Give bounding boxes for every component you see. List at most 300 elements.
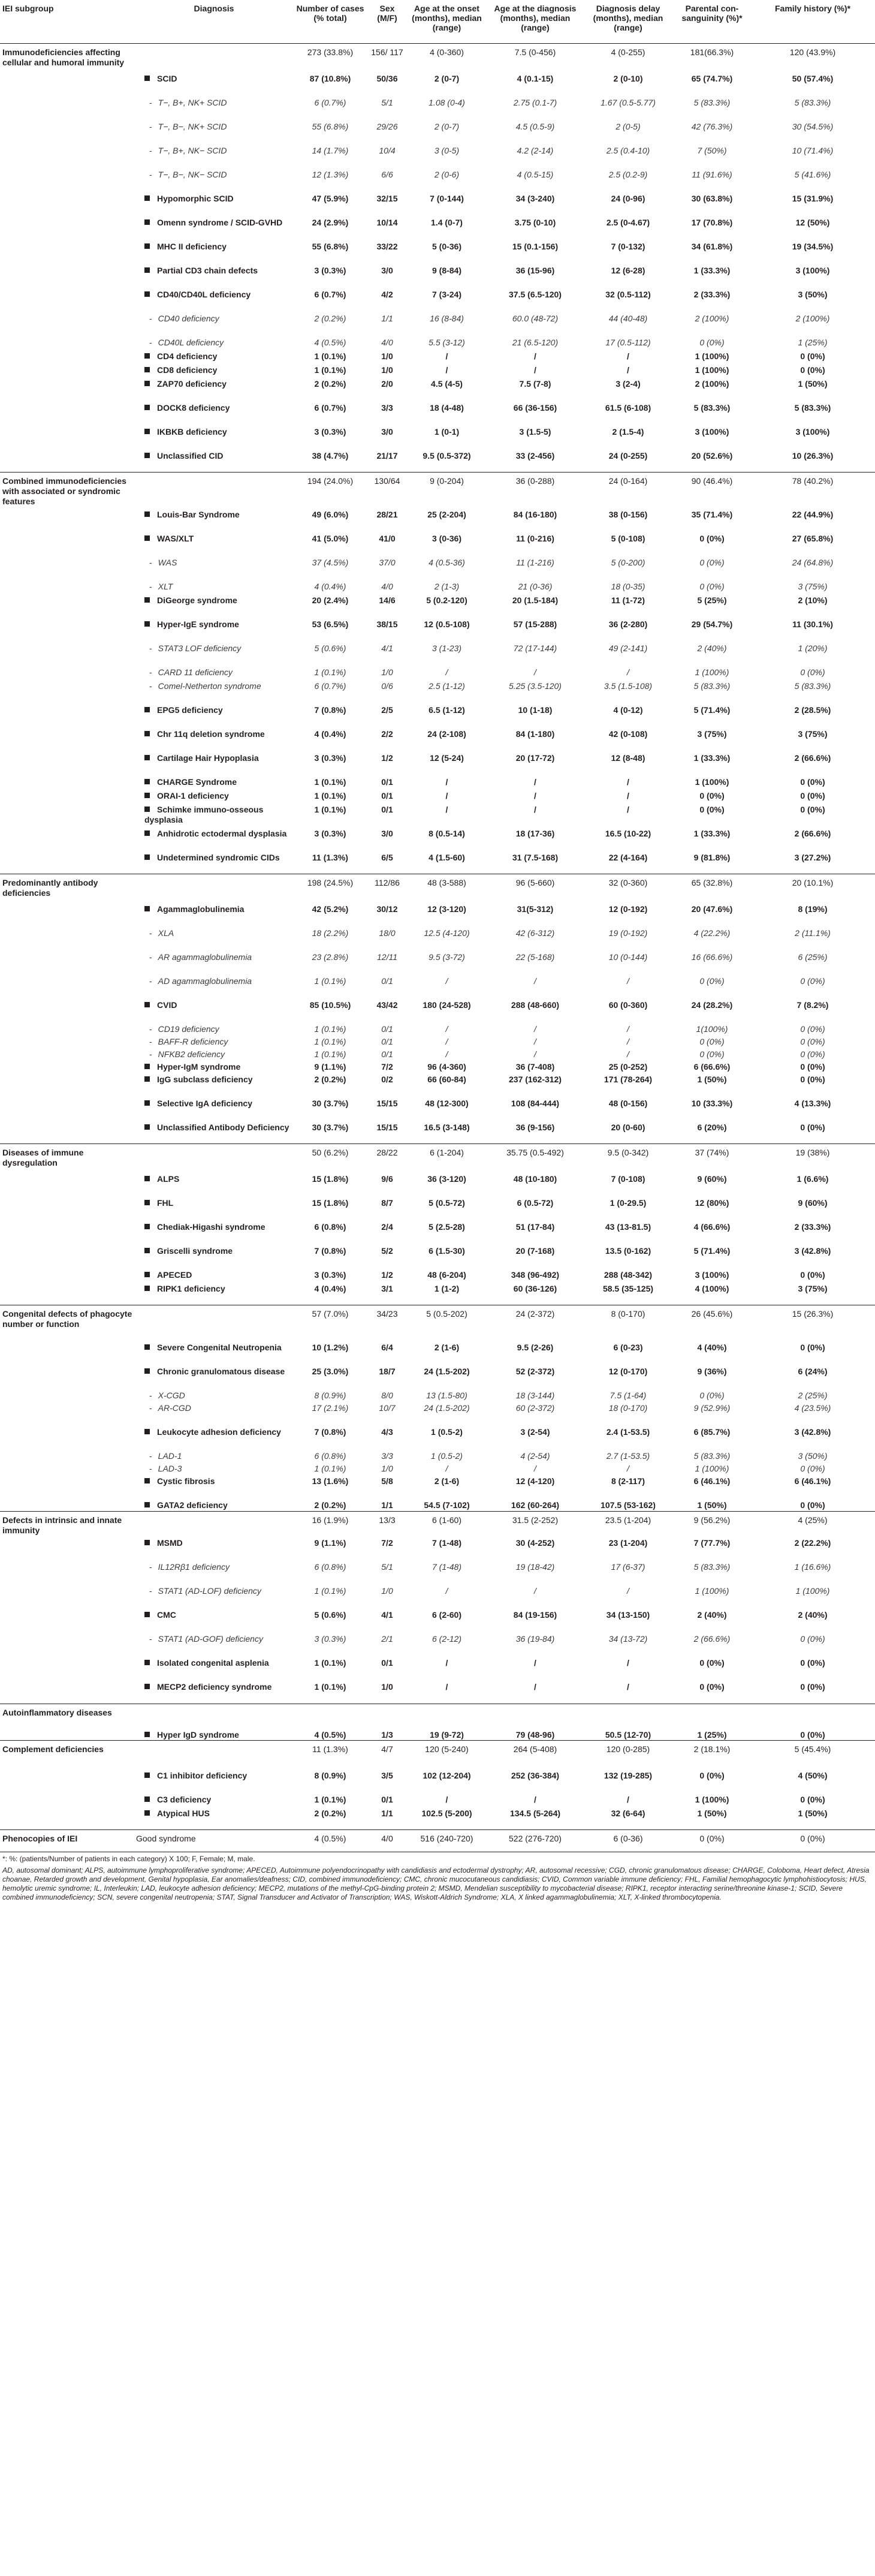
table-cell [674,1498,750,1512]
table-cell [292,1584,369,1608]
table-cell [750,802,875,826]
cell-text: 30 (63.8%) [691,193,733,203]
table-cell [674,1461,750,1474]
cell-text: / [627,1463,629,1473]
cell-text: 8 (0.9%) [314,1390,346,1400]
table-cell [583,679,674,703]
table-cell [674,826,750,850]
table-cell [292,1022,369,1034]
table-cell [406,1060,488,1072]
table-cell [406,1474,488,1498]
cell-text: 2 (0-7) [434,121,460,131]
table-cell [750,1281,875,1305]
table-cell [0,263,136,287]
square-bullet-icon [144,1076,150,1082]
table-cell [0,802,136,826]
table-cell [406,1728,488,1741]
cell-text: Unclassified Antibody Deficiency [157,1122,289,1132]
cell-text: 0 (0%) [800,804,825,814]
table-cell [0,1536,136,1560]
cell-text: 1 (50%) [697,1500,727,1510]
cell-text: 2.7 (1-53.5) [606,1450,650,1461]
table-cell [0,1144,136,1172]
cell-text: 22 (4-164) [608,852,648,862]
cell-text: CD40L deficiency [158,337,224,347]
cell-text: 8 (2-117) [611,1476,645,1486]
cell-text: 1 (100%) [695,1463,729,1473]
cell-text: EPG5 deficiency [157,705,223,715]
cell-text: 58.5 (35-125) [602,1283,654,1293]
cell-text: 41/0 [379,533,396,543]
cell-text: 30 (4-252) [515,1538,555,1548]
cell-text: 1 (0.1%) [314,1586,346,1596]
table-cell [406,998,488,1022]
table-cell [0,1449,136,1461]
diagnosis-row [0,377,875,401]
column-header: Age at the diagnosis (months), median (range) [488,0,583,44]
table-cell [292,1196,369,1220]
table-cell [0,1768,136,1792]
table-cell [488,1536,583,1560]
table-cell [292,1340,369,1364]
cell-text: / [445,667,448,677]
sub-diagnosis-row [0,143,875,167]
table-cell [750,850,875,874]
table-cell [406,143,488,167]
cell-text: 24 (0-255) [608,450,648,461]
table-cell [488,665,583,679]
cell-text: Chronic granulomatous disease [157,1366,285,1376]
cell-text: 120 (43.9%) [789,47,836,57]
cell-text: 3 (75%) [798,1283,828,1293]
table-footnotes [0,1852,875,1902]
cell-text: 7.5 (0-456) [514,47,556,57]
table-cell [750,1560,875,1584]
table-cell [292,363,369,377]
table-cell [488,1096,583,1120]
cell-text: 0 (0%) [800,976,825,986]
cell-text: 12 (0-192) [608,904,648,914]
cell-text: Immunodeficiencies affecting cellular and humoral immunity [2,47,125,67]
table-cell [292,1120,369,1144]
table-cell [0,507,136,531]
table-cell [750,1172,875,1196]
table-cell [750,555,875,579]
cell-text: 5 (0-200) [611,557,645,567]
cell-text: 1 (100%) [795,1586,830,1596]
cell-text: 12/11 [377,952,397,962]
cell-text: 42 (5.2%) [312,904,349,914]
cell-text: 3 (2-54) [520,1427,550,1437]
table-cell [750,1830,875,1848]
cell-text: 12 (0-170) [608,1366,648,1376]
dash-marker-icon: - [149,1463,152,1473]
cell-text: 5 (83.3%) [693,1562,731,1572]
table-cell [136,1120,292,1144]
table-cell [488,555,583,579]
cell-text: 1/0 [381,1682,393,1692]
cell-text: 19 (0-192) [608,928,648,938]
table-cell [136,1741,292,1768]
table-cell [674,998,750,1022]
cell-text: 5 (0.6%) [314,1610,346,1620]
table-cell [406,1340,488,1364]
table-cell [0,1461,136,1474]
table-cell [674,665,750,679]
square-bullet-icon [144,1344,150,1350]
cell-text: CD40/CD40L deficiency [157,289,251,299]
table-cell [674,401,750,425]
cell-text: Combined immunodeficiencies with associated or syndromic features [2,476,126,506]
dash-marker-icon: - [149,1049,152,1059]
table-cell [0,1072,136,1096]
cell-text: / [534,1049,536,1059]
table-cell [369,215,406,239]
cell-text: 24 (0-164) [608,476,648,486]
cell-text: 14/6 [379,595,396,605]
table-cell [583,1792,674,1806]
cell-text: 24 (2-108) [427,729,466,739]
cell-text: 31(5-312) [517,904,554,914]
cell-text: XLA [158,928,174,938]
table-cell [750,44,875,71]
table-cell [292,555,369,579]
table-cell [0,191,136,215]
cell-text: 36 (7-408) [515,1061,555,1072]
table-cell [406,215,488,239]
table-cell [583,826,674,850]
cell-text: 2 (40%) [798,1610,828,1620]
cell-text: 18 (0-35) [611,581,645,591]
cell-text: 6 (20%) [697,1122,727,1132]
cell-text: 1/0 [381,365,393,375]
table-cell [0,826,136,850]
table-cell [488,1047,583,1060]
table-cell [369,1120,406,1144]
cell-text: 25 (0-252) [608,1061,648,1072]
column-header: Sex (M/F) [369,0,406,44]
cell-text: CD4 deficiency [157,351,218,361]
table-cell [136,1022,292,1034]
table-cell [674,1474,750,1498]
table-cell [369,377,406,401]
table-cell [488,1830,583,1848]
cell-text: 15 (1.8%) [312,1173,349,1184]
table-cell [750,449,875,473]
table-cell [750,1120,875,1144]
cell-text: 1 (0-1) [434,426,460,437]
cell-text: 5/2 [381,1245,393,1256]
square-bullet-icon [144,830,150,836]
cell-text: T−, B+, NK+ SCID [158,97,227,107]
cell-text: Schimke immuno-osseous dysplasia [144,804,264,824]
table-cell [674,377,750,401]
table-cell [750,1741,875,1768]
table-cell [369,531,406,555]
cell-text: 1(100%) [696,1024,728,1034]
cell-text: CD8 deficiency [157,365,218,375]
sub-diagnosis-row [0,1401,875,1425]
table-cell [0,215,136,239]
table-cell [674,71,750,95]
cell-text: 7.5 (7-8) [519,378,551,389]
cell-text: 5 (0-36) [432,241,462,251]
cell-text: 3 (0.3%) [314,265,346,275]
cell-text: 2 (18.1%) [693,1744,731,1754]
table-cell [674,1096,750,1120]
table-cell [369,119,406,143]
cell-text: LAD-1 [158,1450,182,1461]
table-cell [674,1072,750,1096]
cell-text: 2 (40%) [697,643,727,653]
table-cell [0,1047,136,1060]
table-cell [583,167,674,191]
table-cell [292,1656,369,1680]
square-bullet-icon [144,1540,150,1545]
cell-text: 120 (0-285) [606,1744,650,1754]
table-cell [136,507,292,531]
table-cell [674,1792,750,1806]
cell-text: 5 (0.6%) [314,643,346,653]
table-cell [583,1474,674,1498]
sub-diagnosis-row [0,974,875,998]
cell-text: 13 (1.6%) [312,1476,349,1486]
cell-text: 29 (54.7%) [691,619,733,629]
cell-text: 3/1 [381,1283,393,1293]
table-cell [583,974,674,998]
table-cell [406,401,488,425]
table-cell [750,377,875,401]
cell-text: 3 (2-4) [615,378,641,389]
table-cell [488,751,583,775]
square-bullet-icon [144,793,150,798]
table-cell [583,1768,674,1792]
table-cell [406,1096,488,1120]
cell-text: 2.5 (0.2-9) [608,169,648,179]
table-cell [674,473,750,507]
cell-text: STAT3 LOF deficiency [158,643,242,653]
cell-text: 4 (66.6%) [693,1221,731,1232]
table-cell [488,802,583,826]
table-cell [292,850,369,874]
cell-text: 5 (83.3%) [794,402,831,413]
cell-text: 5 (0.2-120) [426,595,467,605]
cell-text: Defects in intrinsic and innate immunity [2,1515,122,1535]
table-cell [369,1047,406,1060]
cell-text: 20 (17-72) [515,753,555,763]
cell-text: NFKB2 deficiency [158,1049,225,1059]
cell-text: 1 (0.1%) [314,790,346,801]
table-cell [136,727,292,751]
cell-text: 20 (7-168) [515,1245,555,1256]
table-cell [674,593,750,617]
cell-text: 0 (0%) [800,1834,825,1843]
cell-text: 7 (1-48) [432,1538,462,1548]
table-cell [0,44,136,71]
cell-text: 28/22 [376,1148,398,1157]
dash-marker-icon: - [149,313,152,323]
cell-text: CVID [157,1000,177,1010]
cell-text: / [627,1794,629,1804]
cell-text: / [445,976,448,986]
cell-text: 11 (1-72) [611,595,645,605]
table-cell [406,1196,488,1220]
table-cell [292,665,369,679]
cell-text: 55 (6.8%) [312,121,349,131]
cell-text: 7 (0-108) [611,1173,645,1184]
cell-text: 102 (12-204) [423,1770,471,1780]
table-cell [369,617,406,641]
cell-text: Agammaglobulinemia [157,904,245,914]
cell-text: 18/0 [379,928,396,938]
cell-text: 3/0 [381,265,393,275]
table-cell [292,998,369,1022]
cell-text: 61.5 (6-108) [605,402,651,413]
table-cell [674,874,750,902]
cell-text: 4 (2-54) [520,1450,550,1461]
cell-text: 18 (2.2%) [312,928,349,938]
cell-text: Comel-Netherton syndrome [158,681,261,691]
table-cell [369,1072,406,1096]
cell-text: / [627,1682,629,1692]
cell-text: APECED [157,1269,192,1280]
dash-marker-icon: - [149,681,152,691]
cell-text: 30 (54.5%) [792,121,834,131]
cell-text: 18/7 [379,1366,396,1376]
cell-text: 1 (50%) [697,1074,727,1084]
table-cell [136,1704,292,1728]
table-cell [750,1047,875,1060]
table-cell [583,617,674,641]
cell-text: 181(66.3%) [690,47,734,57]
table-cell [750,593,875,617]
table-cell [136,703,292,727]
cell-text: 5.25 (3.5-120) [509,681,562,691]
cell-text: / [445,1024,448,1034]
cell-text: 6 (0-23) [613,1342,643,1352]
table-cell [583,119,674,143]
footnote: AD, autosomal dominant; ALPS, autoimmune lymphoproliferative syndrome; APECED, Autoimmune polyendocrinopathy with candidiasis and ectodermal dystrophy; AR, autosomal recessive; CGD, chronic granulomatous disease; CHARGE, Coloboma, Heart defect, Atresia choanae, Retarded growth and development, Genital hypoplasia, Ear anomalies/deafness; CID, combined immunodeficiency; CMC, chronic mucocutaneous candidiasis; CVID, Common variable immune deficiency; FHL, Familial hemophagocytic lymphohistiocytosis; HUS, hemolytic uremic syndrome; IL, Interleukin; LAD, leukocyte adhesion deficiency; MECP2, mutations of the methyl-CpG-binding protein 2; MSMD, Mendelian susceptibility to mycobacterial disease; RIPK1, receptor interacting serine/threonine kinase-1; SCID, Severe combined immunodeficiency; SCN, severe congenital neutropenia; STAT, Signal Transducer and Activator of Transcription; WAS, Wiskott-Aldrich Syndrome; XLA, X linked agammaglobulinemia; XLT, X-linked thrombocytopenia. [2,1866,870,1901]
table-cell [583,449,674,473]
cell-text: 41 (5.0%) [312,533,349,543]
cell-text: 0/1 [381,1024,393,1034]
table-cell [369,593,406,617]
cell-text: WAS [158,557,177,567]
cell-text: 7.5 (1-64) [610,1390,647,1400]
footnote: *: %: (patients/Number of patients in each category) X 100; F, Female; M, male. [2,1855,255,1863]
table-cell [406,974,488,998]
cell-text: 60 (36-126) [513,1283,557,1293]
table-cell [674,1196,750,1220]
table-cell [750,425,875,449]
cell-text: / [534,1024,536,1034]
cell-text: 10/14 [376,217,398,227]
cell-text: 1 (50%) [697,1808,727,1818]
table-cell [750,1680,875,1704]
table-cell [369,95,406,119]
table-cell [369,1401,406,1425]
cell-text: 6 (66.6%) [693,1061,731,1072]
cell-text: 28/21 [376,509,398,519]
cell-text: 1 (0.1%) [314,667,346,677]
table-cell [292,789,369,802]
table-cell [488,703,583,727]
cell-text: 171 (78-264) [604,1074,653,1084]
cell-text: 18 (4-48) [430,402,464,413]
table-cell [136,1632,292,1656]
column-header: Age at the onset (months), median (range) [406,0,488,44]
cell-text: 17 (2.1%) [312,1403,349,1413]
cell-text: 4 (0-255) [611,47,645,57]
table-cell [292,425,369,449]
cell-text: 9.5 (0-342) [607,1148,649,1157]
table-cell [292,71,369,95]
table-cell [0,449,136,473]
table-cell [674,1244,750,1268]
cell-text: 18 (3-144) [515,1390,555,1400]
table-cell [674,191,750,215]
cell-text: 4/3 [381,1427,393,1437]
table-cell [674,641,750,665]
table-cell [583,1034,674,1047]
table-cell [750,1268,875,1281]
cell-text: 1 (1-2) [434,1283,460,1293]
table-cell [583,1144,674,1172]
cell-text: / [534,777,536,787]
table-cell [674,95,750,119]
cell-text: 9 (81.8%) [693,852,731,862]
cell-text: 6 (2-12) [432,1634,462,1644]
table-cell [488,1196,583,1220]
table-cell [136,1680,292,1704]
table-cell [292,377,369,401]
diagnosis-row [0,215,875,239]
cell-text: 2 (33.3%) [794,1221,831,1232]
table-cell [583,1656,674,1680]
cell-text: 5 (83.3%) [794,97,831,107]
cell-text: 31 (7.5-168) [512,852,559,862]
cell-text: 3 (0.3%) [314,753,346,763]
subgroup-row [0,1741,875,1768]
table-cell [674,902,750,926]
table-cell [0,1608,136,1632]
table-cell [406,617,488,641]
table-cell [583,789,674,802]
table-cell [750,1498,875,1512]
table-cell [750,71,875,95]
table-cell [292,679,369,703]
cell-text: 1 (0.1%) [314,976,346,986]
cell-text: 37.5 (6.5-120) [509,289,562,299]
table-cell [488,617,583,641]
table-cell [583,71,674,95]
table-cell [674,555,750,579]
cell-text: 2 (40%) [697,1610,727,1620]
cell-text: 1 (0.1%) [314,1036,346,1046]
cell-text: 6 (0.7%) [314,97,346,107]
cell-text: 0 (0%) [800,1730,825,1740]
square-bullet-icon [144,267,150,273]
table-cell [0,1120,136,1144]
cell-text: 2 (0.2%) [314,313,346,323]
sub-diagnosis-row [0,1461,875,1474]
table-cell [583,703,674,727]
table-cell [488,167,583,191]
table-cell [136,1461,292,1474]
table-cell [583,751,674,775]
cell-text: 3 (0.3%) [314,426,346,437]
cell-text: 1 (20%) [798,643,828,653]
